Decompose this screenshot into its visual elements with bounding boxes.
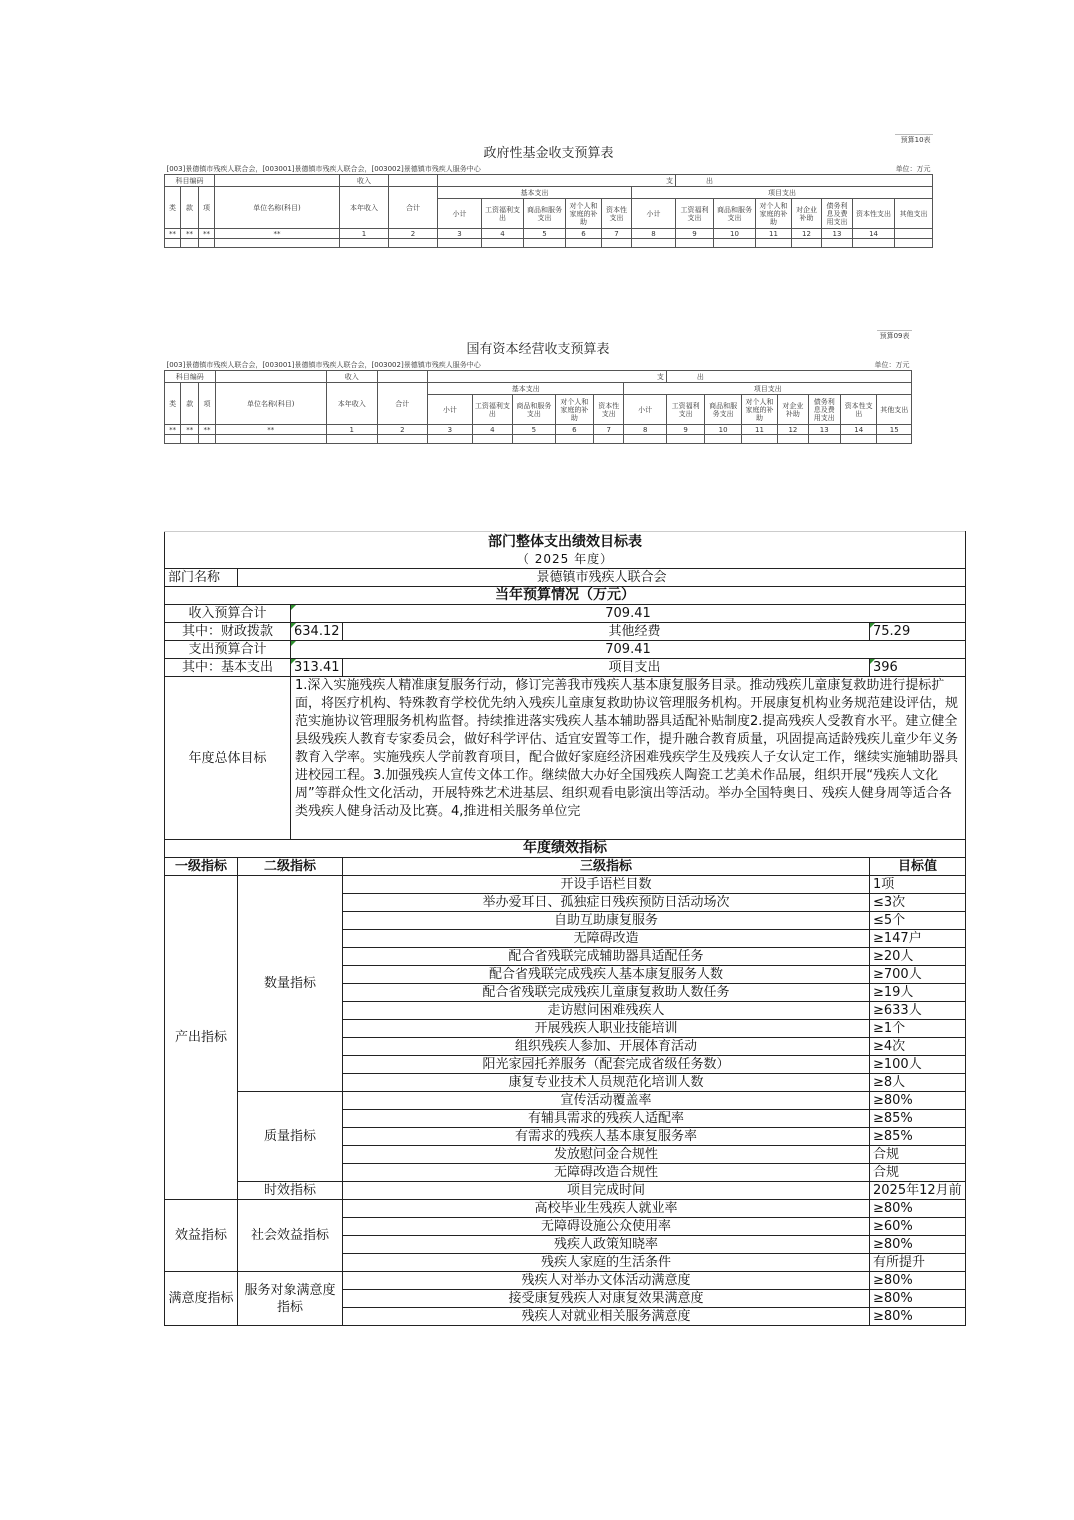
project-col: 其他支出 xyxy=(895,199,933,229)
perf-indicators-title: 年度绩效指标 xyxy=(165,840,966,858)
indicator-value: ≥20人 xyxy=(870,948,966,966)
government-fund-budget-table xyxy=(164,134,933,248)
header-expense-b: 出 xyxy=(676,175,933,187)
unit-label: 单位：万元 xyxy=(874,361,910,369)
index-cell: 7 xyxy=(594,425,624,435)
index-cell: 2 xyxy=(389,229,438,239)
other-label: 其他经费 xyxy=(343,623,870,641)
index-cell: 9 xyxy=(666,425,704,435)
indicator-name: 开设手语栏目数 xyxy=(343,876,870,894)
basic-label: 其中：基本支出 xyxy=(165,659,291,677)
basic-col: 工资福利支出 xyxy=(472,395,512,425)
index-cell: 11 xyxy=(741,425,777,435)
indicator-value: ≥80% xyxy=(870,1272,966,1290)
indicator-value: 2025年12月前 xyxy=(870,1182,966,1200)
indicator-value: 1项 xyxy=(870,876,966,894)
header-income: 收入 xyxy=(326,371,377,383)
state-capital-budget-table xyxy=(164,330,912,444)
col-level1: 一级指标 xyxy=(165,858,238,876)
project-col: 资本性支出 xyxy=(853,199,895,229)
expense-total-value: 709.41 xyxy=(291,641,966,659)
level2-quantity: 数量指标 xyxy=(238,876,343,1092)
indicator-value: ≥700人 xyxy=(870,966,966,984)
basic-col: 小计 xyxy=(428,395,473,425)
indicator-name: 阳光家园托养服务（配套完成省级任务数） xyxy=(343,1056,870,1074)
index-cell: 11 xyxy=(756,229,792,239)
performance-target-sheet xyxy=(164,531,962,1326)
level1-output: 产出指标 xyxy=(165,876,238,1200)
indicator-value: ≤3次 xyxy=(870,894,966,912)
other-value: 75.29 xyxy=(870,623,966,641)
indicator-name: 残疾人家庭的生活条件 xyxy=(343,1254,870,1272)
government-fund-budget-sheet xyxy=(164,134,931,248)
index-cell: 3 xyxy=(438,229,482,239)
indicator-name: 组织残疾人参加、开展体育活动 xyxy=(343,1038,870,1056)
project-col: 商品和服务支出 xyxy=(714,199,756,229)
project-col: 资本性支出 xyxy=(840,395,876,425)
indicator-value: ≥80% xyxy=(870,1200,966,1218)
dept-value: 景德镇市残疾人联合会 xyxy=(238,569,966,587)
header-project: 项目支出 xyxy=(624,383,912,395)
header-basic: 基本支出 xyxy=(438,187,632,199)
indicator-name: 有需求的残疾人基本康复服务率 xyxy=(343,1128,870,1146)
index-cell: 7 xyxy=(602,229,632,239)
index-cell: ** xyxy=(199,425,215,435)
indicator-name: 接受康复残疾人对康复效果满意度 xyxy=(343,1290,870,1308)
goal-label: 年度总体目标 xyxy=(165,677,291,840)
sheet-code: 预算09表 xyxy=(877,331,912,341)
indicator-value: 有所提升 xyxy=(870,1254,966,1272)
header-basic: 基本支出 xyxy=(428,383,624,395)
header-income: 收入 xyxy=(340,175,389,187)
header-lei: 类 xyxy=(165,383,181,425)
index-cell: 13 xyxy=(822,229,853,239)
index-cell: 9 xyxy=(676,229,714,239)
indicator-value: 合规 xyxy=(870,1164,966,1182)
indicator-value: ≤5个 xyxy=(870,912,966,930)
header-project: 项目支出 xyxy=(632,187,933,199)
level1-satisfaction: 满意度指标 xyxy=(165,1272,238,1326)
indicator-value: ≥80% xyxy=(870,1236,966,1254)
header-total: 合计 xyxy=(389,187,438,229)
basic-col: 对个人和家庭的补助 xyxy=(555,395,593,425)
indicator-name: 走访慰问困难残疾人 xyxy=(343,1002,870,1020)
expense-total-label: 支出预算合计 xyxy=(165,641,291,659)
indicator-name: 无障碍设施公众使用率 xyxy=(343,1218,870,1236)
basic-col: 工资福利支出 xyxy=(482,199,524,229)
indicator-value: ≥4次 xyxy=(870,1038,966,1056)
basic-value: 313.41 xyxy=(291,659,343,677)
project-col: 对企业补助 xyxy=(792,199,822,229)
header-subject-code: 科目编码 xyxy=(165,175,215,187)
fiscal-label: 其中：财政拨款 xyxy=(165,623,291,641)
indicator-value: ≥1个 xyxy=(870,1020,966,1038)
sheet-code: 预算10表 xyxy=(895,135,933,145)
project-col: 工资福利支出 xyxy=(676,199,714,229)
project-col: 商品和服务支出 xyxy=(705,395,741,425)
indicator-value: 合规 xyxy=(870,1146,966,1164)
header-lei: 类 xyxy=(165,187,181,229)
index-cell: 13 xyxy=(808,425,840,435)
indicator-value: ≥147户 xyxy=(870,930,966,948)
indicator-value: ≥8人 xyxy=(870,1074,966,1092)
indicator-name: 项目完成时间 xyxy=(343,1182,870,1200)
indicator-value: ≥85% xyxy=(870,1128,966,1146)
header-kuan: 款 xyxy=(181,187,199,229)
index-cell: 10 xyxy=(705,425,741,435)
indicator-value: ≥80% xyxy=(870,1290,966,1308)
header-kuan: 款 xyxy=(181,383,199,425)
index-cell: ** xyxy=(181,229,199,239)
budget-title: 当年预算情况（万元） xyxy=(165,587,966,605)
index-cell: ** xyxy=(181,425,199,435)
indicator-value: ≥100人 xyxy=(870,1056,966,1074)
level2-quality: 质量指标 xyxy=(238,1092,343,1182)
units-line: [003]景德镇市残疾人联合会，[003001]景德镇市残疾人联合会，[003002]景德镇市残疾人服务中心 xyxy=(166,361,481,369)
indicator-value: ≥85% xyxy=(870,1110,966,1128)
header-year-income: 本年收入 xyxy=(326,383,377,425)
indicator-name: 开展残疾人职业技能培训 xyxy=(343,1020,870,1038)
level2-service: 服务对象满意度指标 xyxy=(238,1272,343,1326)
index-cell: 15 xyxy=(877,425,912,435)
indicator-name: 有辅具需求的残疾人适配率 xyxy=(343,1110,870,1128)
perf-title: 部门整体支出绩效目标表 xyxy=(165,532,966,552)
project-col: 债务利息及费用支出 xyxy=(822,199,853,229)
indicator-value: ≥60% xyxy=(870,1218,966,1236)
basic-col: 商品和服务支出 xyxy=(513,395,556,425)
index-cell: 5 xyxy=(524,229,566,239)
index-cell: 10 xyxy=(714,229,756,239)
project-value: 396 xyxy=(870,659,966,677)
index-cell: 1 xyxy=(340,229,389,239)
basic-col: 资本性支出 xyxy=(602,199,632,229)
project-label: 项目支出 xyxy=(343,659,870,677)
header-unit-name: 单位名称(科目) xyxy=(215,187,340,229)
indicator-name: 残疾人对举办文体活动满意度 xyxy=(343,1272,870,1290)
header-xiang: 项 xyxy=(199,187,215,229)
header-expense-a: 支 xyxy=(428,371,667,383)
performance-target-table xyxy=(164,531,966,1326)
header-subject-code: 科目编码 xyxy=(165,371,216,383)
index-cell: 6 xyxy=(555,425,593,435)
index-cell: ** xyxy=(165,229,181,239)
index-cell: 1 xyxy=(326,425,377,435)
basic-col: 对个人和家庭的补助 xyxy=(566,199,602,229)
indicator-value: ≥633人 xyxy=(870,1002,966,1020)
income-total-label: 收入预算合计 xyxy=(165,605,291,623)
indicator-name: 配合省残联完成残疾人基本康复服务人数 xyxy=(343,966,870,984)
indicator-name: 发放慰问金合规性 xyxy=(343,1146,870,1164)
project-col: 对个人和家庭的补助 xyxy=(741,395,777,425)
header-expense-b: 出 xyxy=(666,371,911,383)
index-cell: 2 xyxy=(377,425,428,435)
level2-social: 社会效益指标 xyxy=(238,1200,343,1272)
col-target: 目标值 xyxy=(870,858,966,876)
index-cell: ** xyxy=(215,425,326,435)
index-cell: 14 xyxy=(853,229,895,239)
index-cell: 8 xyxy=(632,229,676,239)
unit-label: 单位：万元 xyxy=(895,165,931,173)
index-cell: 8 xyxy=(624,425,667,435)
basic-col: 商品和服务支出 xyxy=(524,199,566,229)
col-level3: 三级指标 xyxy=(343,858,870,876)
indicator-name: 自助互助康复服务 xyxy=(343,912,870,930)
state-capital-budget-sheet xyxy=(164,330,912,444)
project-col: 小计 xyxy=(632,199,676,229)
col-level2: 二级指标 xyxy=(238,858,343,876)
indicator-name: 无障碍改造合规性 xyxy=(343,1164,870,1182)
index-cell: ** xyxy=(165,425,181,435)
indicator-value: ≥80% xyxy=(870,1308,966,1326)
header-unit-name: 单位名称(科目) xyxy=(215,383,326,425)
index-cell: 4 xyxy=(472,425,512,435)
goal-text: 1.深入实施残疾人精准康复服务行动，修订完善我市残疾人基本康复服务目录。推动残疾儿童康复救助进行提标扩面，将医疗机构、特殊教育学校优先纳入残疾儿童康复救助协议管理服务机构。开展康复机构业务规范建设评估，规范实施协议管理服务机构监督。持续推进落实残疾人基本辅助器具适配补贴制度2.提高残疾人受教育水平。建立健全县级残疾人教育专家委员会，做好科学评估、适宜安置等工作，提升融合教育质量，巩固提高适龄残疾儿童少年义务教育入学率。实施残疾人学前教育项目，配合做好家庭经济困难残疾学生及残疾人子女认定工作，继续实施辅助器具进校园工程。3.加强残疾人宣传文体工作。继续做大办好全国残疾人陶瓷工艺美术作品展，组织开展“残疾人文化周”等群众性文化活动，开展特殊艺术进基层、组织观看电影演出等活动。举办全国特奥日、残疾人健身周等适合各类残疾人健身活动及比赛。4,推进相关服务单位完 xyxy=(291,677,966,840)
indicator-value: ≥19人 xyxy=(870,984,966,1002)
project-col: 工资福利支出 xyxy=(666,395,704,425)
project-col: 小计 xyxy=(624,395,667,425)
indicator-name: 高校毕业生残疾人就业率 xyxy=(343,1200,870,1218)
header-xiang: 项 xyxy=(199,383,215,425)
perf-year: （ 2025 年度） xyxy=(165,551,966,569)
project-col: 债务利息及费用支出 xyxy=(808,395,840,425)
index-cell: 3 xyxy=(428,425,473,435)
indicator-name: 残疾人对就业相关服务满意度 xyxy=(343,1308,870,1326)
indicator-name: 无障碍改造 xyxy=(343,930,870,948)
index-cell: 12 xyxy=(778,425,808,435)
level1-benefit: 效益指标 xyxy=(165,1200,238,1272)
indicator-value: ≥80% xyxy=(870,1092,966,1110)
index-cell: 6 xyxy=(566,229,602,239)
index-cell: ** xyxy=(199,229,215,239)
dept-label: 部门名称 xyxy=(165,569,238,587)
fiscal-value: 634.12 xyxy=(291,623,343,641)
level2-timeliness: 时效指标 xyxy=(238,1182,343,1200)
indicator-name: 康复专业技术人员规范化培训人数 xyxy=(343,1074,870,1092)
header-expense-a: 支 xyxy=(438,175,676,187)
project-col: 其他支出 xyxy=(877,395,912,425)
indicator-name: 宣传活动覆盖率 xyxy=(343,1092,870,1110)
basic-col: 资本性支出 xyxy=(594,395,624,425)
project-col: 对个人和家庭的补助 xyxy=(756,199,792,229)
indicator-name: 举办爱耳日、孤独症日残疾预防日活动场次 xyxy=(343,894,870,912)
sheet-title: 国有资本经营收支预算表 xyxy=(466,342,610,357)
index-cell: 5 xyxy=(513,425,556,435)
sheet-title: 政府性基金收支预算表 xyxy=(483,146,614,161)
income-total-value: 709.41 xyxy=(291,605,966,623)
index-cell: 4 xyxy=(482,229,524,239)
indicator-name: 残疾人政策知晓率 xyxy=(343,1236,870,1254)
header-total: 合计 xyxy=(377,383,428,425)
units-line: [003]景德镇市残疾人联合会，[003001]景德镇市残疾人联合会，[003002]景德镇市残疾人服务中心 xyxy=(166,165,481,173)
basic-col: 小计 xyxy=(438,199,482,229)
project-col: 对企业补助 xyxy=(778,395,808,425)
index-cell: 12 xyxy=(792,229,822,239)
header-year-income: 本年收入 xyxy=(340,187,389,229)
indicator-name: 配合省残联完成辅助器具适配任务 xyxy=(343,948,870,966)
index-cell: ** xyxy=(215,229,340,239)
index-cell: 14 xyxy=(840,425,876,435)
indicator-name: 配合省残联完成残疾儿童康复救助人数任务 xyxy=(343,984,870,1002)
